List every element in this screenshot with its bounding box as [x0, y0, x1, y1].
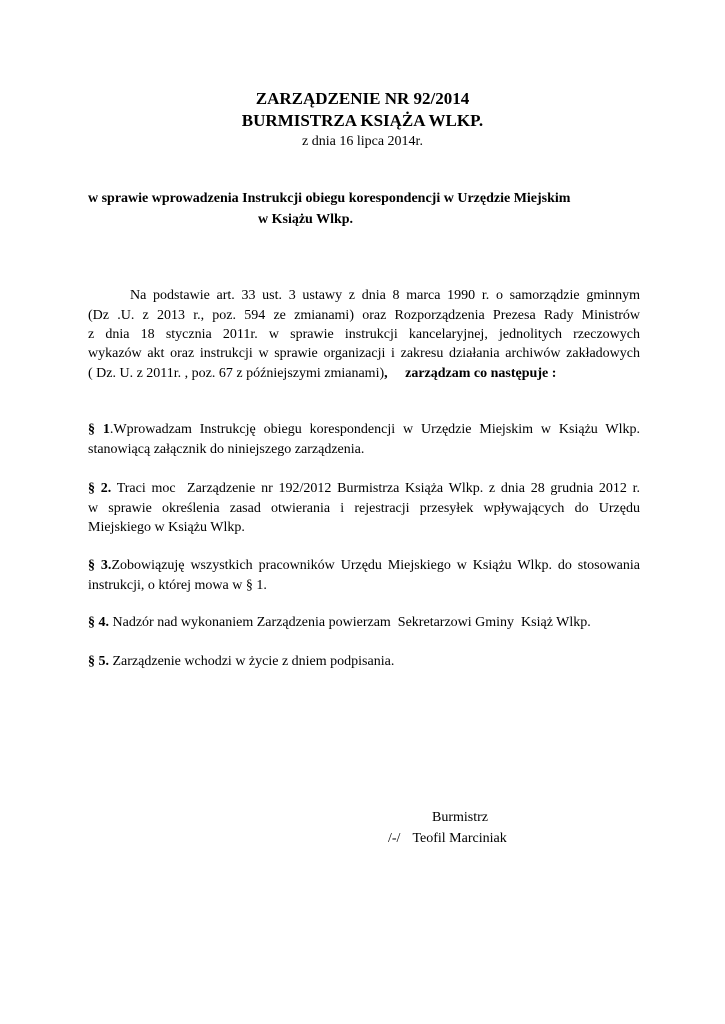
signature-mark: /-/ — [388, 831, 401, 846]
paragraph-3-mark: § 3. — [88, 558, 112, 573]
paragraph-5-line — [88, 652, 640, 671]
paragraph-2-text: Traci moc Zarządzenie nr 192/2012 Burmistrza Książa Wlkp. z dnia 28 grudnia 2012 r. — [111, 481, 641, 496]
document-date: z dnia 16 lipca 2014r. — [302, 134, 423, 149]
signature-role: Burmistrz — [432, 810, 488, 825]
paragraph-2-line — [88, 479, 640, 498]
paragraph-5-mark: § 5. — [88, 654, 109, 669]
signature-block — [388, 829, 507, 848]
paragraph-3-line — [88, 556, 640, 575]
paragraph-5-text: Zarządzenie wchodzi w życie z dniem podpisania. — [109, 654, 395, 669]
preamble-line: z dnia 18 stycznia 2011r. w sprawie instrukcji kancelaryjnej, jednolitych rzeczowych — [88, 327, 640, 342]
preamble-line: (Dz .U. z 2013 r., poz. 594 ze zmianami) oraz Rozporządzenia Prezesa Rady Ministrów — [88, 308, 640, 323]
paragraph-3-line: instrukcji, o której mowa w § 1. — [88, 578, 267, 593]
preamble-line: Na podstawie art. 33 ust. 3 ustawy z dnia 8 marca 1990 r. o samorządzie gminnym — [130, 288, 640, 303]
preamble-last-line — [88, 364, 640, 383]
subject-line2: w Książu Wlkp. — [258, 212, 354, 227]
document-title-line2: BURMISTRZA KSIĄŻA WLKP. — [241, 111, 484, 130]
signature-name: Teofil Marciniak — [412, 831, 507, 846]
paragraph-4-line — [88, 613, 640, 632]
paragraph-3-text: Zobowiązuję wszystkich pracowników Urzędu Miejskiego w Książu Wlkp. do stosowania — [111, 558, 641, 573]
preamble-line: wykazów akt oraz instrukcji w sprawie organizacji i zakresu działania archiwów zakładowych — [88, 346, 640, 361]
paragraph-4-mark: § 4. — [88, 615, 109, 630]
document-title-line1: ZARZĄDZENIE NR 92/2014 — [255, 89, 470, 108]
paragraph-1-line: stanowiącą załącznik do niniejszego zarządzenia. — [88, 442, 365, 457]
paragraph-2-line: w sprawie określenia zasad otwierania i rejestracji przesyłek wpływających do Urzędu — [88, 501, 640, 516]
paragraph-1-text: .Wprowadzam Instrukcję obiegu korespondencji w Urzędzie Miejskim w Książu Wlkp. — [109, 422, 641, 437]
paragraph-1-mark: § 1 — [88, 422, 110, 437]
paragraph-1-line — [88, 420, 640, 439]
paragraph-2-line: Miejskiego w Książu Wlkp. — [88, 520, 245, 535]
preamble-closing: , zarządzam co następuje : — [384, 366, 557, 381]
paragraph-4-text: Nadzór nad wykonaniem Zarządzenia powierzam Sekretarzowi Gminy Książ Wlkp. — [109, 615, 591, 630]
subject-line1: w sprawie wprowadzenia Instrukcji obiegu korespondencji w Urzędzie Miejskim — [88, 191, 571, 206]
paragraph-2-mark: § 2. — [88, 481, 112, 496]
preamble-line: ( Dz. U. z 2011r. , poz. 67 z późniejszymi zmianami) — [88, 366, 385, 381]
